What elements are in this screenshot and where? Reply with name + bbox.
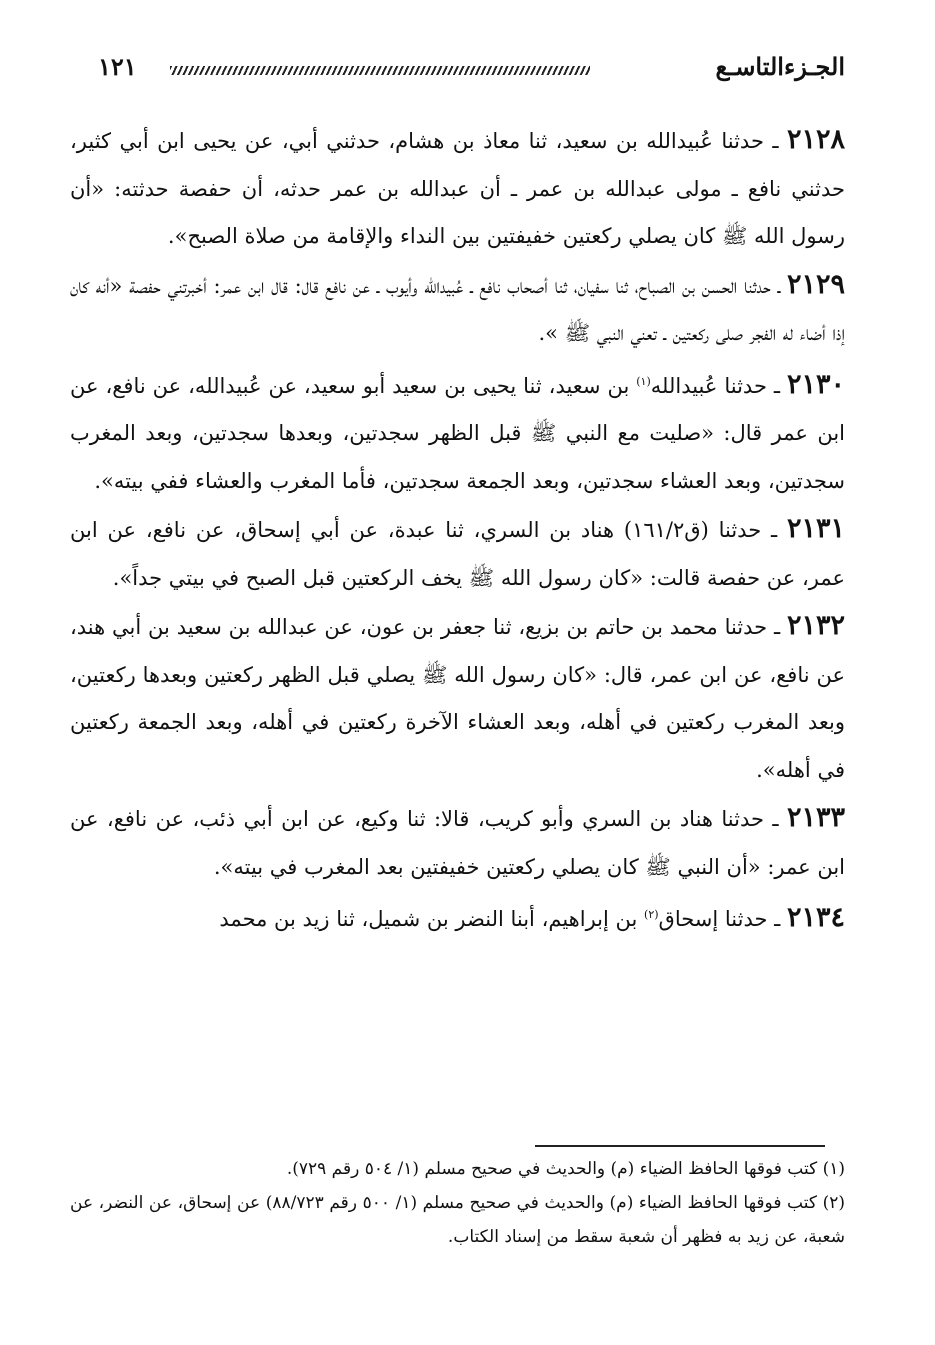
hadith-paragraph — [70, 116, 845, 261]
running-title: الجـزءالتاسـع — [715, 52, 845, 81]
hadith-paragraph — [70, 261, 845, 358]
hadith-number: ٢١٢٩ — [786, 268, 845, 300]
hadith-number: ٢١٢٨ — [786, 124, 845, 155]
main-text — [70, 116, 845, 944]
hadith-paragraph — [70, 891, 845, 944]
hadith-number: ٢١٣٤ — [786, 902, 845, 933]
hadith-number: ٢١٣٢ — [786, 610, 845, 641]
hadith-text: ـ حدثنا (ق١٦١/٢) هناد بن السري، ثنا عبدة، عن أبي إسحاق، عن نافع، عن ابن عمر، عن حفصة قالت: «كان رسول الله ﷺ يخف الركعتين قبل الصبح في بيتي جداً». — [70, 518, 845, 590]
footnote: (١) كتب فوقها الحافظ الضياء (م) والحديث في صحيح مسلم (١/ ٥٠٤ رقم ٧٢٩). — [286, 1159, 845, 1179]
hadith-text: ـ حدثنا إسحاق — [658, 907, 781, 931]
hadith-text: ـ حدثنا محمد بن حاتم بن بزيع، ثنا جعفر بن عون، عن عبدالله بن سعيد بن أبي هند، عن نافع، عن ابن عمر، قال: «كان رسول الله ﷺ يصلي قبل الظهر ركعتين وبعدها ركعتين، وبعد المغرب ركعتين في أهله، وبعد العشاء الآخرة ركعتين في أهله، وبعد الجمعة ركعتين في أهله». — [70, 615, 845, 782]
footnote-marker: (٢) — [644, 908, 659, 921]
hadith-paragraph — [70, 505, 845, 602]
hadith-number: ٢١٣٠ — [786, 368, 845, 400]
hadith-paragraph — [70, 602, 845, 794]
footnote: (٢) كتب فوقها الحافظ الضياء (م) والحديث في صحيح مسلم (١/ ٥٠٠ رقم ٨٨/٧٢٣) عن إسحاق، عن النضر، عن شعبة، عن زيد به فظهر أن شعبة سقط من إسناد الكتاب. — [70, 1193, 845, 1247]
hadith-text: ـ حدثنا عُبيدالله — [650, 373, 781, 398]
page-header — [70, 52, 845, 86]
hadith-text: ـ حدثنا هناد بن السري وأبو كريب، قالا: ثنا وكيع، عن ابن أبي ذئب، عن نافع، عن ابن عمر: «أن النبي ﷺ كان يصلي ركعتين خفيفتين بعد المغرب في بيته». — [70, 807, 845, 879]
footnote-separator — [535, 1145, 825, 1147]
hadith-text: بن إبراهيم، أبنا النضر بن شميل، ثنا زيد بن محمد — [219, 907, 645, 931]
page-number: ١٢١ — [98, 52, 137, 81]
hadith-text: ـ حدثنا الحسن بن الصباح، ثنا سفيان، ثنا أصحاب نافع ـ عُبيدالله وأيوب ـ عن نافع قال: قال ابن عمر: أخبرتني حفصة «أنه كان إذا أضاء له الفجر صلى ركعتين ـ تعني النبي ﷺ ». — [70, 273, 845, 345]
hadith-number: ٢١٣٣ — [786, 802, 845, 833]
footnote-marker: (١) — [636, 374, 651, 388]
hadith-text: بن سعيد، ثنا يحيى بن سعيد أبو سعيد، عن عُبيدالله، عن نافع، عن ابن عمر قال: «صليت مع النبي ﷺ قبل الظهر سجدتين، وبعدها سجدتين، وبعد المغرب سجدتين، وبعد العشاء سجدتين، وبعد الجمعة سجدتين، فأما المغرب والعشاء ففي بيته». — [70, 373, 845, 493]
footnotes — [70, 1152, 845, 1254]
header-rule — [170, 66, 590, 75]
hadith-paragraph — [70, 794, 845, 891]
hadith-number: ٢١٣١ — [786, 513, 845, 544]
book-page — [70, 40, 845, 1290]
hadith-text: ـ حدثنا عُبيدالله بن سعيد، ثنا معاذ بن هشام، حدثني أبي، عن يحيى ابن أبي كثير، حدثني نافع ـ مولى عبدالله بن عمر ـ أن عبدالله بن عمر حدثه، أن حفصة حدثته: «أن رسول الله ﷺ كان يصلي ركعتين خفيفتين بين النداء والإقامة من صلاة الصبح». — [70, 129, 845, 248]
hadith-paragraph — [70, 358, 845, 506]
